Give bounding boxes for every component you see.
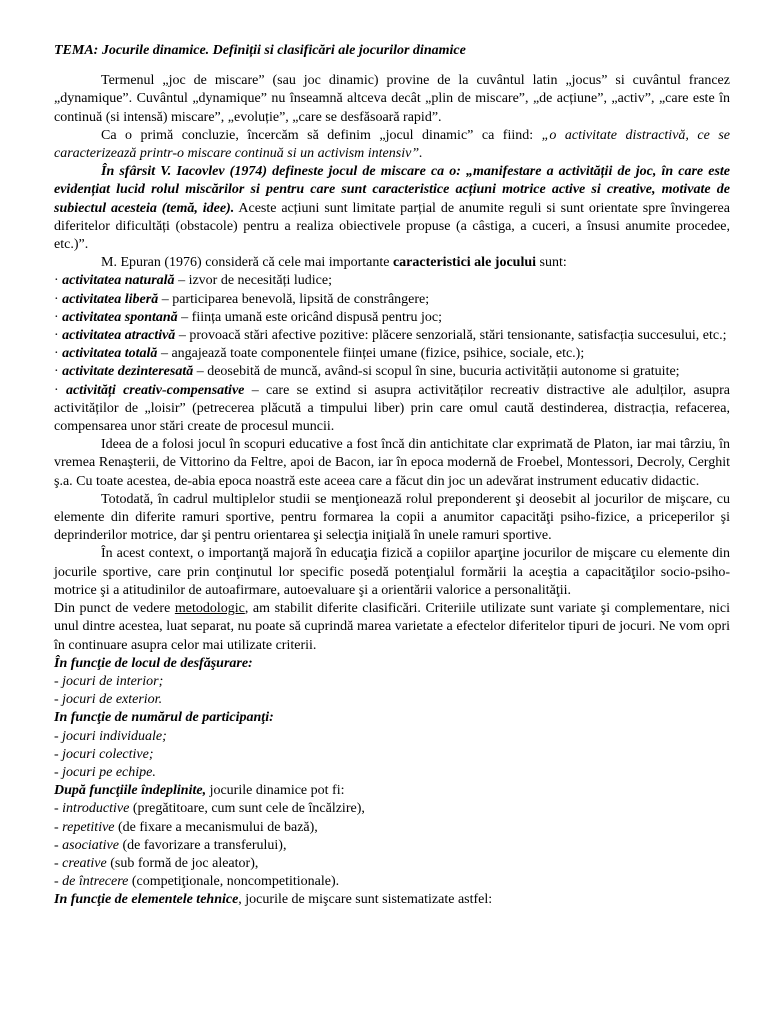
p3-rest: Aceste acțiuni sunt limitate parțial de anumite reguli si sunt orientate spre învingerea diferitelor dificultăți (obstacole) pentru a realiza obiectivele propuse (a câstiga, a cuceri, a însusi anumite procedee, etc.)”.	[54, 200, 730, 253]
class3-heading-bold: După funcţiile îndeplinite,	[54, 783, 207, 799]
class4-heading-bold: In funcţie de elementele tehnice	[54, 892, 239, 908]
paragraph-iacovlev-definition	[54, 163, 730, 254]
list-item	[54, 272, 730, 290]
paragraph-history: Ideea de a folosi jocul în scopuri educative a fost încă din antichitate clar exprimată de Platon, iar mai târziu, în vremea Renaşterii, de Vittorino da Feltre, apoi de Bacon, iar în epoca modernă de Froebel, Montessori, Decroly, Cerghit ş.a. Cu toate acestea, de-abia epoca noastră este aceea care a făcut din joc un adevărat instrument educativ didactic.	[54, 437, 730, 489]
bullet: ·	[54, 328, 59, 344]
class4-heading-rest: , jocurile de mişcare sunt sistematizate astfel:	[238, 892, 493, 908]
list-item: - jocuri de exterior.	[54, 692, 163, 708]
dash: -	[54, 837, 63, 853]
p8-underlined: metodologic	[174, 601, 245, 617]
list-item	[54, 819, 730, 837]
paragraph-first-conclusion	[54, 127, 730, 163]
characteristic-term: activitate dezinteresată	[62, 364, 194, 380]
function-term: creative	[62, 855, 107, 871]
function-term: introductive	[62, 801, 130, 817]
dash: -	[54, 801, 63, 817]
function-desc: (pregătitoare, cum sunt cele de încălzire),	[129, 801, 365, 817]
title-text: TEMA: Jocurile dinamice. Definiții si clasificări ale jocurilor dinamice	[54, 43, 466, 58]
bullet: ·	[54, 364, 59, 380]
list-item	[54, 382, 730, 437]
characteristic-term: activitatea spontană	[62, 309, 178, 325]
list-item: - jocuri de interior;	[54, 673, 164, 689]
p4-tail: sunt:	[536, 255, 567, 271]
list-item	[54, 800, 730, 818]
paragraph-methodology	[54, 600, 730, 655]
paragraph-etymology: Termenul „joc de miscare” (sau joc dinamic) provine de la cuvântul latin „jocus” si cuvântul francez „dynamique”. Cuvântul „dynamique” nu înseamnă altceva decât „plin de miscare”, „de acțiune”, „activ”, „care este în continuă (si intensă) miscare”, „evoluție”, „care se desfăsoară rapid”.	[54, 73, 730, 125]
dash: -	[54, 874, 63, 890]
bullet: ·	[54, 273, 59, 289]
paragraph-studies: Totodată, în cadrul multiplelor studii se menţionează rolul preponderent şi deosebit al jocurilor de mişcare, cu elemente din diferite ramuri sportive, pentru formarea la copii a anumitor capacităţi psiho-fizice, a priceperilor şi deprinderilor motrice, dar şi pentru orientarea şi selecţia iniţială în unele ramuri sportive.	[54, 491, 730, 544]
function-term: de întrecere	[62, 874, 129, 890]
characteristic-term: activități creativ-compensative	[66, 382, 245, 398]
function-desc: (competiţionale, noncompetitionale).	[128, 874, 340, 890]
list-item: - jocuri colective;	[54, 746, 154, 762]
document-title	[54, 42, 730, 60]
bullet: ·	[54, 346, 59, 362]
class3-heading-rest: jocurile dinamice pot fi:	[206, 783, 345, 799]
list-item	[54, 837, 730, 855]
characteristics-list	[54, 272, 730, 436]
list-item: - jocuri individuale;	[54, 728, 167, 744]
classification-heading-participants: In funcţie de numărul de participanţi:	[54, 710, 274, 726]
function-desc: (de fixare a mecanismului de bază),	[114, 819, 318, 835]
list-item	[54, 345, 730, 363]
paragraph-epuran	[54, 254, 730, 272]
characteristic-term: activitatea totală	[62, 346, 158, 362]
dash: -	[54, 855, 63, 871]
p8-lead: Din punct de vedere	[54, 601, 175, 617]
characteristic-desc: – participarea benevolă, lipsită de constrângere;	[158, 291, 430, 307]
characteristic-desc: – izvor de necesități ludice;	[174, 273, 333, 289]
function-term: asociative	[62, 837, 119, 853]
list-item: - jocuri pe echipe.	[54, 764, 156, 780]
characteristic-desc: – deosebită de muncă, având-si scopul în sine, bucuria activității autonome si gratuite;	[193, 364, 680, 380]
list-item	[54, 309, 730, 327]
list-item	[54, 855, 730, 873]
function-term: repetitive	[62, 819, 115, 835]
bullet: ·	[54, 382, 59, 398]
function-desc: (de favorizare a transferului),	[118, 837, 287, 853]
bullet: ·	[54, 309, 59, 325]
characteristic-term: activitatea liberă	[62, 291, 159, 307]
p3-bold-definition: În sfârsit V. Iacovlev (1974) defineste jocul de miscare ca o: „manifestare a activității de joc, în care este evidențiat lucid rolul miscărilor si pentru care sunt caracteristice acțiuni motrice active si creative, motivate de subiectul acesteia (temă, idee).	[54, 164, 730, 216]
p4-bold: caracteristici ale jocului	[392, 255, 537, 271]
classification-heading-functions	[54, 782, 730, 800]
paragraph-context: În acest context, o importanţă majoră în educaţia fizică a copiilor aparţine jocurilor de mişcare cu elemente din jocurile sportive, care prin conţinutul lor specific posedă potenţialul formării la aceştia a capacităţilor socio-psiho-motrice şi a atitudinilor de autoafirmare, autoevaluare şi a orientării valorice a personalităţii.	[54, 546, 730, 598]
list-item	[54, 363, 730, 381]
characteristic-desc: – angajează toate componentele ființei umane (fizice, psihice, sociale, etc.);	[157, 346, 585, 362]
bullet: ·	[54, 291, 59, 307]
list-item	[54, 291, 730, 309]
dash: -	[54, 819, 63, 835]
list-item	[54, 327, 730, 345]
list-item	[54, 873, 730, 891]
function-desc: (sub formă de joc aleator),	[106, 855, 259, 871]
p2-lead: Ca o primă concluzie, încercăm să definim „jocul dinamic” ca fiind:	[101, 127, 542, 143]
characteristic-desc: – ființa umană este oricând dispusă pentru joc;	[177, 309, 443, 325]
characteristic-term: activitatea naturală	[62, 273, 175, 289]
classification-heading-technical	[54, 891, 730, 909]
classification-heading-location: În funcţie de locul de desfăşurare:	[54, 655, 253, 671]
characteristic-term: activitatea atractivă	[62, 328, 176, 344]
p4-lead: M. Epuran (1976) consideră că cele mai importante	[101, 255, 393, 271]
p8-tail: , am stabilit diferite clasificări. Criteriile utilizate sunt variate şi complementare, nici unul dintre acestea, luat separat, nu poate să cuprindă marea varietate a efectelor diferitelor tipuri de jocuri. Ne vom opri în continuare asupra celor mai utilizate criterii.	[54, 601, 730, 653]
p2-definition: „o activitate distractivă, ce se caracterizează printr-o miscare continuă si un activism intensiv”.	[54, 127, 730, 162]
characteristic-desc: – care se extind si asupra activităților recreativ distractive ale adulților, asupra activităților de „loisir” (petrecerea plăcută a timpului liber) prin care omul caută destinderea, distracția, refacerea, compensarea unor stări create de procesul muncii.	[54, 382, 731, 435]
characteristic-desc: – provoacă stări afective pozitive: plăcere senzorială, stări tensionante, satisfacția succesului, etc.;	[175, 328, 727, 344]
